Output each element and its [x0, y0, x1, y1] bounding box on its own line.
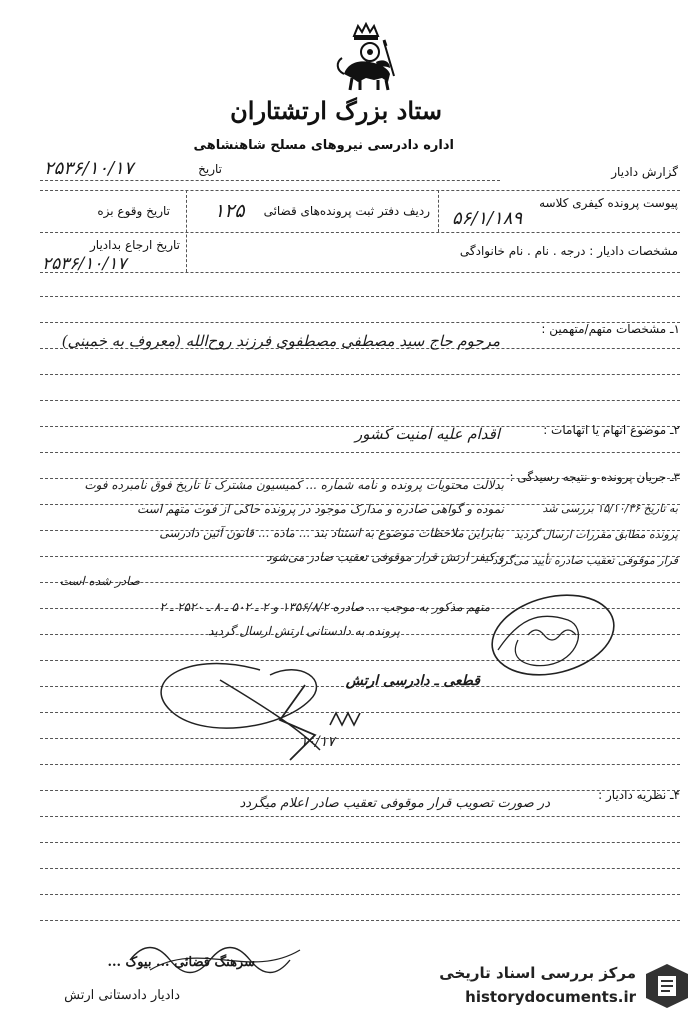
crime-date-label: تاریخ وقوع بزه: [97, 204, 170, 218]
handwritten-note: قطعی ـ دادرسی ارتش: [345, 673, 480, 689]
section-2-label: ۲ـ موضوع اتهام یا اتهامات :: [543, 423, 680, 437]
signature-name-line: سرهنگ قضائی ... بیوک ...: [107, 955, 255, 970]
section-1-label: ۱ـ مشخصات متهم/متهمین :: [541, 322, 680, 336]
section-2-value: اقدام علیه امنیت کشور: [355, 425, 500, 443]
signature-title-line: دادیار دادستانی ارتش: [64, 988, 180, 1003]
section-3-line: و کیفر ارتش قرار موقوفی تعقیب صادر می‌شود: [266, 550, 504, 564]
prosecutor-label: مشخصات دادیار : درجه . نام . نام خانوادگی: [459, 244, 678, 258]
referral-label: تاریخ ارجاع بدادیار: [90, 238, 180, 252]
section-3-line: صادر شده است: [59, 574, 140, 588]
signature-scribble: [130, 640, 390, 770]
document-archive-logo-icon: [644, 962, 690, 1010]
watermark-url: historydocuments.ir: [465, 988, 636, 1006]
margin-note-line: به تاریخ ۱۵/۱۰/۳۶ بررسی شد: [542, 502, 678, 515]
section-3-line: متهم مذکور به موجب ... صادره ۱۳۵۶/۸/۲ و ۲ ـ ۵۰۲ ـ ۸ ـ ۲۵۲۰ ـ ۲: [159, 600, 490, 614]
section-3-line: بنابراین ملاحظات موضوع به استناد بند ... ماده ... قانون آئین دادرسی: [159, 526, 504, 540]
watermark: [420, 962, 690, 1014]
section-3-line: نموده و گواهی صادره و مدارک موجود در پرونده حاکی از فوت متهم است: [136, 502, 504, 516]
section-3-label: ۳ـ جریان پرونده و نتیجه رسیدگی :: [509, 470, 680, 484]
section-3-line: بدلالت محتویات پرونده و نامه شماره ... کمیسیون مشترک تا تاریخ فوق نامبرده فوت: [84, 478, 504, 492]
section-3-line: پرونده به دادستانی ارتش ارسال گردید: [208, 624, 400, 638]
org-title: ستاد بزرگ ارتشتاران: [230, 96, 442, 125]
section-4-label: ۴ـ نظریه دادیار :: [598, 788, 680, 802]
report-label: گزارش دادیار: [611, 165, 678, 179]
section-4-value: در صورت تصویب قرار موقوفی تعقیب صادر اعلام میگردد: [239, 796, 550, 811]
margin-note-line: قرار موقوفی تعقیب صادره تأیید می‌گردد: [492, 554, 678, 567]
handwritten-date: ۱۰/۱۷: [300, 734, 335, 750]
date-value: ۲۵۳۶/۱۰/۱۷: [44, 158, 134, 179]
lion-and-sun-emblem-icon: [330, 22, 402, 94]
registry-label: ردیف دفتر ثبت پرونده‌های قضائی: [263, 204, 430, 218]
registry-value: ۱۲۵: [214, 200, 245, 222]
referral-value: ۲۵۳۶/۱۰/۱۷: [42, 254, 127, 274]
approval-oval-scribble: [478, 580, 628, 690]
watermark-title: مرکز بررسی اسناد تاریخی: [439, 964, 636, 982]
margin-note-line: پرونده مطابق مقررات ارسال گردید: [514, 528, 678, 541]
date-label: تاریخ: [198, 162, 222, 176]
attachment-label: پیوست پرونده کیفری کلاسه: [539, 196, 678, 210]
department-title: اداره دادرسی نیروهای مسلح شاهنشاهی: [193, 138, 454, 153]
attachment-value: ۵۶/۱/۱۸۹: [452, 208, 523, 229]
section-1-value: مرحوم حاج سید مصطفی مصطفوی فرزند روح‌الله (معروف به خمینی): [61, 332, 500, 350]
